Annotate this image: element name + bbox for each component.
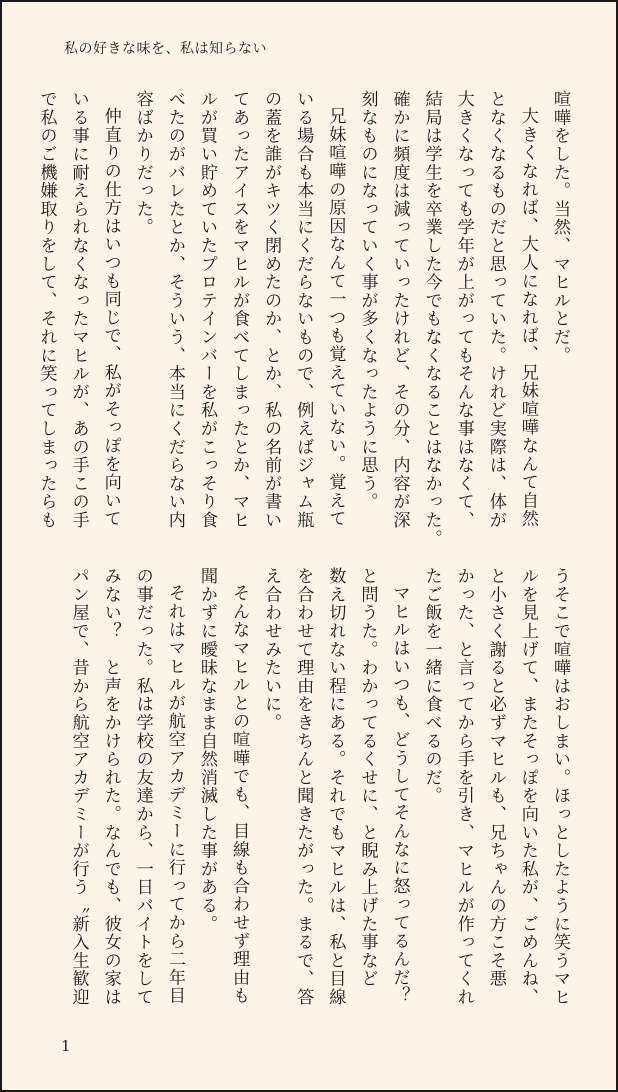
text-line: ルが買い貯めていたプロテインバーを私がこっそり食: [196, 90, 217, 530]
text-line: ルを見上げて、またそっぽを向いた私が、ごめんね、: [517, 567, 538, 1007]
text-line: の事だった。私は学校の友達から、一日バイトをして: [132, 567, 153, 1007]
text-line: と問うた。わかってるくせに、と睨み上げた事など: [357, 567, 378, 988]
text-line: そんなマヒルとの喧嘩でも、目線も合わせず理由も: [229, 584, 250, 1006]
text-line: 刻なものになっていく事が多くなったように思う。: [357, 90, 378, 511]
text-line: で私のご機嫌取りをして、それに笑ってしまったらも: [36, 90, 57, 530]
text-line: 兄妹喧嘩の原因なんて一つも覚えていない。覚えて: [325, 107, 346, 529]
text-line: マヒルはいつも、どうしてそんなに怒ってるんだ？: [389, 584, 410, 1006]
text-line: うそこで喧嘩はおしまい。ほっとしたように笑うマヒ: [550, 567, 570, 1007]
page-title: 私の好きな味を、私は知らない: [64, 41, 267, 57]
text-line: みない？ と声をかけられた。なんでも、彼女の家は: [100, 567, 121, 1007]
text-line: たご飯を一緒に食べるのだ。: [421, 567, 442, 805]
text-line: 仲直りの仕方はいつも同じで、私がそっぽを向いて: [100, 107, 121, 529]
text-line: の蓋を誰がキツく閉めたのか、とか、私の名前が書い: [261, 90, 282, 530]
text-line: え合わせみたいに。: [261, 567, 282, 732]
text-line: 容ばかりだった。: [132, 90, 153, 237]
text-block-upper: [36, 90, 576, 548]
text-line: いる場合も本当にくだらないもので、例えばジャム瓶: [293, 90, 314, 530]
text-line: 結局は学生を卒業した今でもなくなることはなかった。: [421, 90, 442, 548]
text-line: てあったアイスをマヒルが食べてしまったとか、マヒ: [229, 90, 250, 530]
text-line: を合わせて理由をきちんと聞きたがった。まるで、答: [293, 567, 314, 1007]
text-line: パン屋で、昔から航空アカデミーが行う〝新入生歓迎: [68, 567, 89, 1007]
text-line: と小さく謝ると必ずマヒルも、兄ちゃんの方こそ悪: [485, 567, 506, 988]
text-line: それはマヒルが航空アカデミーに行ってから二年目: [164, 584, 185, 1006]
text-line: 聞かずに曖昧なまま自然消滅した事がある。: [196, 567, 217, 933]
text-block-lower: [60, 567, 576, 1007]
text-line: かった、と言ってから手を引き、マヒルが作ってくれ: [453, 567, 474, 1007]
text-line: 確かに頻度は減っていったけれど、その分、内容が深: [389, 90, 410, 530]
text-line: 喧嘩をした。当然、マヒルとだ。: [550, 90, 570, 365]
text-line: いる事に耐えられなくなったマヒルが、あの手この手: [68, 90, 89, 530]
text-line: となくなるものだと思っていた。けれど実際は、体が: [485, 90, 506, 530]
text-line: べたのがバレたとか、そういう、本当にくだらない内: [164, 90, 185, 530]
text-line: 数え切れない程にある。それでもマヒルは、私と目線: [325, 567, 346, 1007]
text-line: 大きくなれば、大人になれば、兄妹喧嘩なんて自然: [517, 107, 538, 529]
text-line: 大きくなっても学年が上がってもそんな事はなくて、: [453, 90, 474, 530]
page-number: 1: [61, 1037, 71, 1055]
